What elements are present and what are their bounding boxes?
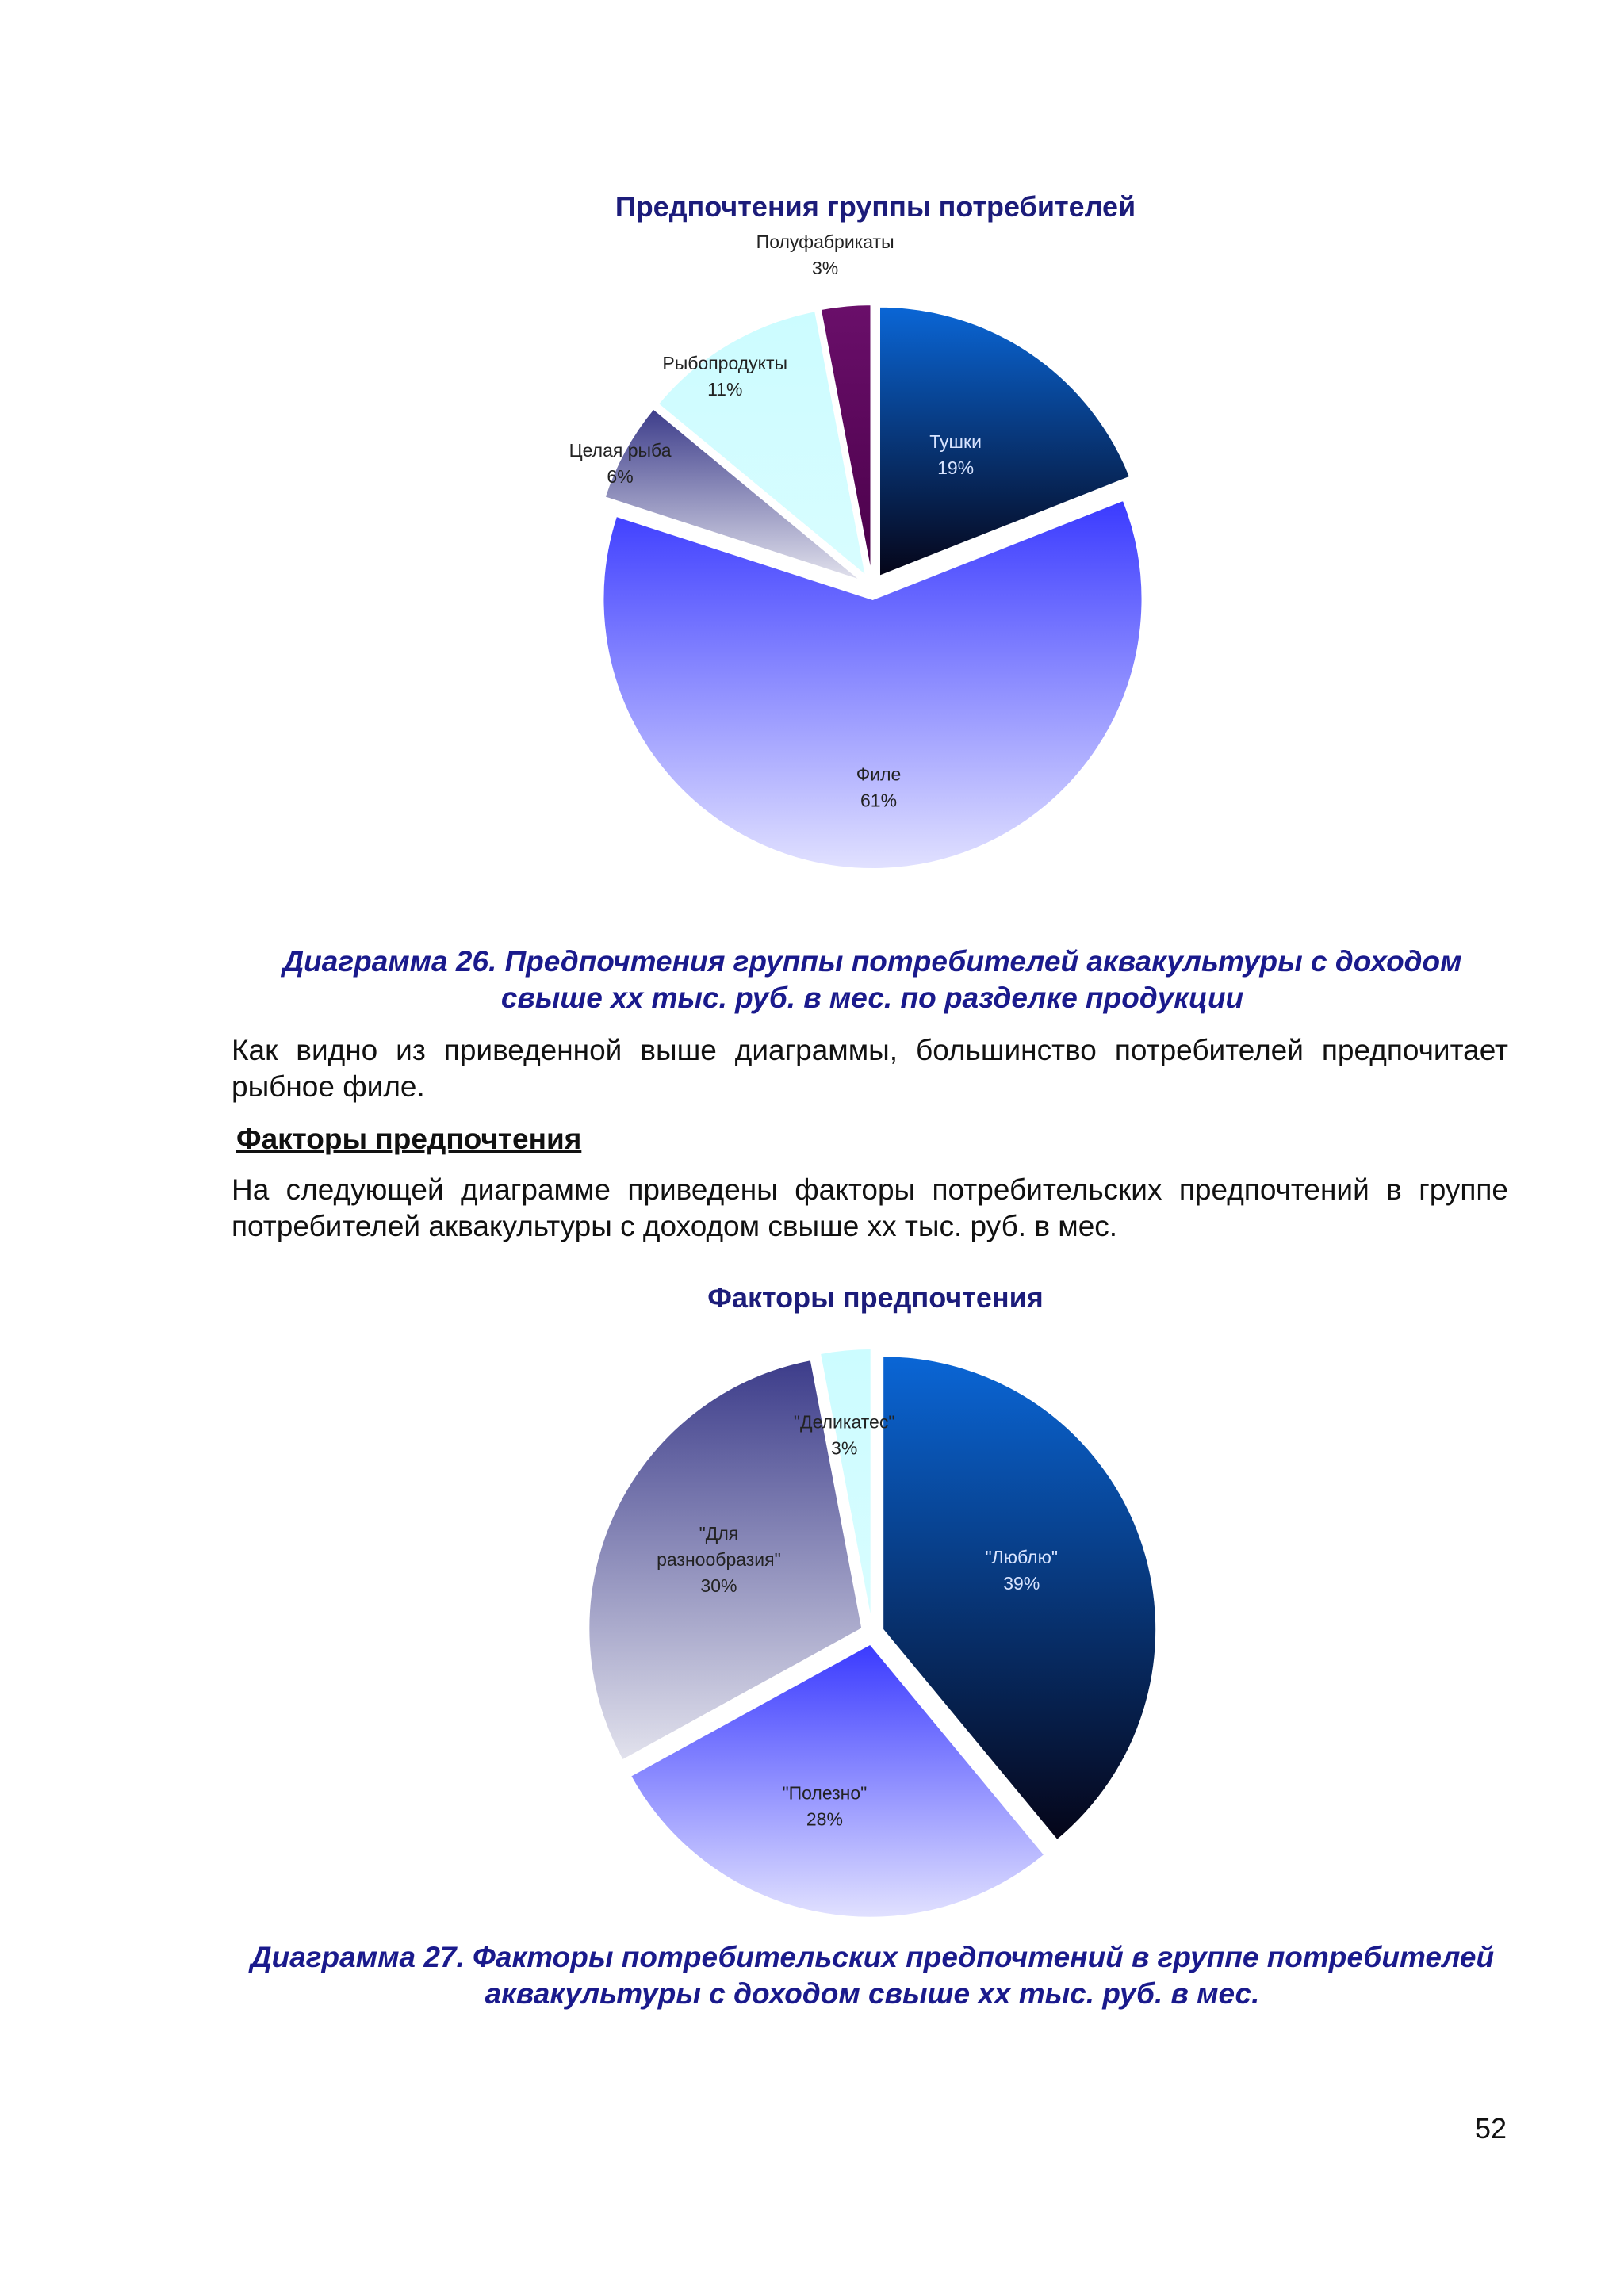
slice-value-label: 28%	[806, 1808, 843, 1830]
slice-category-label: "Деликатес"	[793, 1411, 895, 1433]
pie-slice	[603, 500, 1143, 869]
slice-value-label: 39%	[1003, 1572, 1040, 1594]
slice-value-label: 6%	[607, 465, 634, 487]
chart1-pie	[555, 232, 1189, 888]
section-heading: Факторы предпочтения	[236, 1123, 582, 1155]
slice-category-label: Целая рыба	[569, 439, 672, 461]
slice-category-label: "Полезно"	[782, 1782, 868, 1804]
slice-value-label: 61%	[860, 790, 898, 811]
slice-category-label: Полуфабрикаты	[756, 232, 894, 253]
diagram27-caption: Диаграмма 27. Факторы потребительских предпочтений в группе потребителей аквакультуры с доходом свыше хх тыс. руб. в мес.	[250, 1941, 1495, 2010]
slice-value-label: 19%	[937, 457, 975, 478]
slice-category-label: Тушки	[929, 430, 982, 452]
page-number: 52	[1475, 2112, 1507, 2145]
chart1-title: Предпочтения группы потребителей	[615, 190, 1136, 223]
chart2-title: Факторы предпочтения	[707, 1281, 1044, 1314]
paragraph-2: На следующей диаграмме приведены факторы потребительских предпочтений в группе потребителей аквакультуры с доходом свыше хх тыс. руб. в мес.	[232, 1173, 1508, 1242]
paragraph-1: Как видно из приведенной выше диаграммы, большинство потребителей предпочитает рыбное филе.	[232, 1034, 1508, 1103]
slice-value-label: 30%	[700, 1575, 737, 1597]
slice-category-label: Рыбопродукты	[662, 353, 788, 374]
slice-value-label: 3%	[831, 1437, 858, 1459]
slice-value-label: 11%	[707, 379, 743, 400]
slice-category-label: "Люблю"	[985, 1546, 1059, 1567]
slice-value-label: 3%	[812, 258, 839, 279]
slice-category-label: разнообразия"	[657, 1549, 781, 1571]
chart2-pie	[555, 1332, 1189, 1934]
slice-category-label: "Для	[699, 1523, 739, 1544]
diagram26-caption: Диаграмма 26. Предпочтения группы потребителей аквакультуры с доходом свыше хх тыс. руб. в мес. по разделке продукции	[282, 945, 1462, 1014]
slice-category-label: Филе	[856, 763, 902, 785]
